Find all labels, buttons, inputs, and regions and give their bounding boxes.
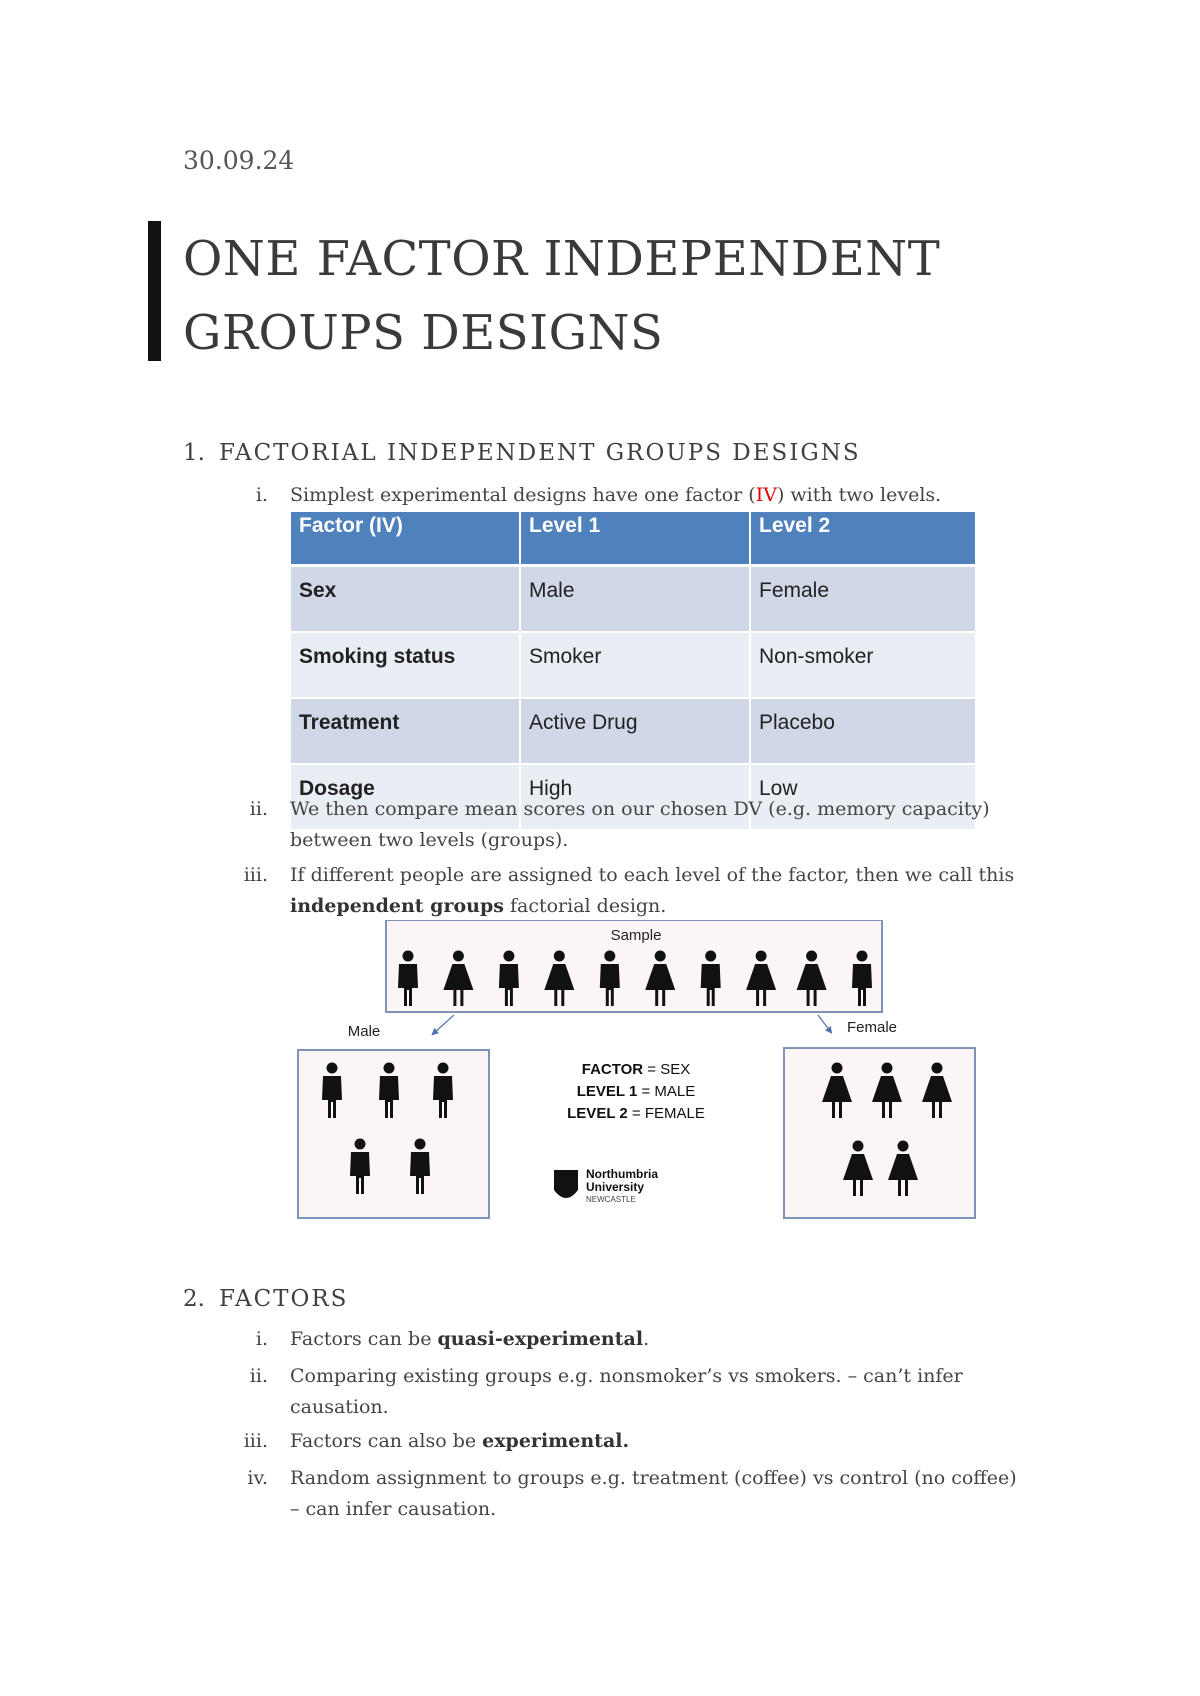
independent-groups-bold: independent groups [290, 895, 504, 917]
factor-text [582, 1061, 691, 1078]
section-1-heading [183, 440, 861, 466]
male-arrow [434, 1015, 454, 1033]
level-1-value: = MALE [637, 1083, 696, 1100]
title-line-2: GROUPS DESIGNS [183, 305, 664, 361]
s2-item-3-text [290, 1426, 1020, 1457]
male-group-box [298, 1050, 489, 1218]
table-cell: Placebo [750, 698, 976, 764]
table-cell: Male [520, 566, 750, 633]
iv-highlight: IV [755, 484, 777, 506]
section-2-number: 2. [183, 1286, 205, 1312]
logo-line-2: University [586, 1180, 645, 1194]
table-header-factor: Factor (IV) [291, 512, 520, 566]
table-cell: Smoking status [291, 632, 520, 698]
level-2-text [567, 1105, 705, 1122]
s1-item-3-numeral: iii. [243, 864, 268, 886]
table-cell: Female [750, 566, 976, 633]
crest-icon [554, 1170, 578, 1198]
s1-item-1-text-after: ) with two levels. [776, 484, 942, 506]
table-cell: High [520, 764, 750, 830]
s2-item-1-text-before: Factors can be [290, 1328, 438, 1350]
table-cell: Non-smoker [750, 632, 976, 698]
factor-value: = SEX [643, 1061, 691, 1078]
s1-item-3-text-before: If different people are assigned to each level of the factor, then we call this [290, 864, 1015, 886]
s1-item-3-text [290, 860, 1020, 922]
logo-line-1: Northumbria [586, 1167, 658, 1181]
female-label: Female [846, 1019, 898, 1036]
s2-item-1-numeral: i. [255, 1328, 268, 1350]
date: 30.09.24 [183, 146, 295, 175]
quasi-experimental-bold: quasi-experimental [437, 1328, 644, 1350]
factor-key: FACTOR [581, 1061, 644, 1078]
s2-item-2-text: Comparing existing groups e.g. nonsmoker’s vs smokers. – can’t infer causation. [290, 1365, 963, 1418]
table-cell: Treatment [291, 698, 520, 764]
s2-item-3-numeral: iii. [243, 1430, 268, 1452]
s2-item-2-numeral: ii. [249, 1365, 268, 1387]
section-1-number: 1. [183, 440, 205, 466]
university-logo [554, 1167, 658, 1204]
table-cell: Active Drug [520, 698, 750, 764]
section-2-title: FACTORS [219, 1286, 349, 1312]
table-cell: Dosage [291, 764, 520, 830]
experimental-bold: experimental. [482, 1430, 630, 1452]
section-2-heading [183, 1286, 348, 1312]
table-row [291, 566, 976, 633]
table-header-level-1: Level 1 [520, 512, 750, 566]
table-cell: Low [750, 764, 976, 830]
s1-item-1-text [290, 480, 1020, 511]
logo-line-3: NEWCASTLE [586, 1195, 636, 1204]
table-header-row [291, 512, 976, 566]
factor-levels-table [291, 512, 977, 831]
sample-allocation-figure [296, 920, 976, 1220]
level-2-value: = FEMALE [627, 1105, 705, 1122]
s1-item-2-numeral: ii. [249, 798, 268, 820]
s2-item-3-text-before: Factors can also be [290, 1430, 483, 1452]
s2-item-4-text: Random assignment to groups e.g. treatment (coffee) vs control (no coffee) – can infer causation. [290, 1467, 1017, 1520]
page-title [183, 222, 940, 370]
level-1-key: LEVEL 1 [576, 1083, 638, 1100]
table-header-level-2: Level 2 [750, 512, 976, 566]
sample-label: Sample [610, 927, 662, 944]
table-row [291, 632, 976, 698]
s2-item-4-numeral: iv. [247, 1467, 268, 1489]
s1-item-2-text: We then compare mean scores on our chosen DV (e.g. memory capacity) between two levels (groups). [290, 798, 990, 851]
female-arrow [818, 1015, 830, 1031]
section-1-title: FACTORIAL INDEPENDENT GROUPS DESIGNS [219, 440, 861, 466]
level-2-key: LEVEL 2 [567, 1105, 628, 1122]
s1-item-1-numeral: i. [255, 484, 268, 506]
level-1-text [577, 1083, 696, 1100]
table-cell: Smoker [520, 632, 750, 698]
title-line-1: ONE FACTOR INDEPENDENT [183, 231, 941, 287]
s1-item-3-text-after: factorial design. [503, 895, 667, 917]
table-cell: Sex [291, 566, 520, 633]
female-group-box [784, 1048, 975, 1218]
title-accent-bar [148, 221, 161, 361]
male-label: Male [347, 1023, 381, 1040]
s1-item-1-text-before: Simplest experimental designs have one factor ( [290, 484, 756, 506]
table-row [291, 698, 976, 764]
s2-item-1-text [290, 1324, 1020, 1355]
s2-item-1-text-after: . [643, 1328, 650, 1350]
